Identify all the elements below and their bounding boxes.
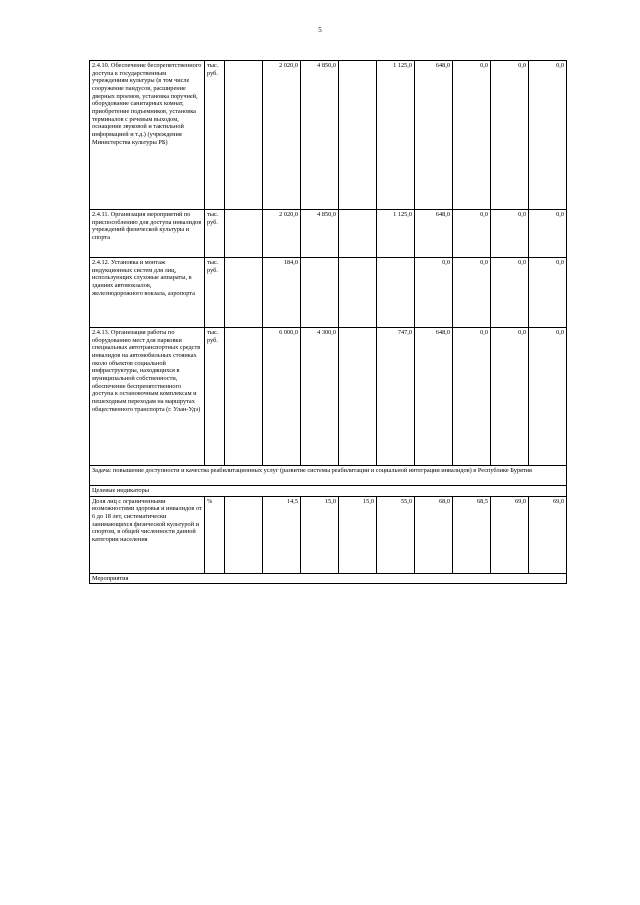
value-cell: 0,0 xyxy=(491,61,529,210)
value-cell xyxy=(377,258,415,328)
unit-cell: тыс. руб. xyxy=(205,61,225,210)
value-cell: 0,0 xyxy=(491,328,529,466)
value-cell: 4 300,0 xyxy=(301,328,339,466)
value-cell xyxy=(339,61,377,210)
section-heading-measures: Мероприятия xyxy=(90,573,567,584)
task-heading: Задача: повышение доступности и качества реабилитационных услуг (развитие системы реабилитации и социальной интеграции инвалидов) в Республике Бурятия xyxy=(90,466,567,486)
value-cell: 0,0 xyxy=(491,210,529,258)
value-cell: 2 020,0 xyxy=(263,61,301,210)
unit-cell: % xyxy=(205,496,225,573)
unit-cell: тыс. руб. xyxy=(205,258,225,328)
value-cell xyxy=(225,61,263,210)
section-row xyxy=(90,573,567,584)
activity-description: 2.4.11. Организация мероприятий по приспособлению для доступа инвалидов учреждений физической культуры и спорта xyxy=(90,210,205,258)
value-cell xyxy=(225,496,263,573)
activity-description: 2.4.10. Обеспечение беспрепятственного доступа к государственным учреждениям культуры (в том числе сооружение пандусов, расширение дверных проемов, установка поручней, оборудование санитарных комнат, приобретение подъемников, установка терминалов с речевым выходом, оснащение звуковой и тактильной информацией и т.д.) (учреждения Министерства культуры РБ) xyxy=(90,61,205,210)
page-number: 5 xyxy=(318,26,322,34)
value-cell xyxy=(301,258,339,328)
value-cell: 0,0 xyxy=(453,61,491,210)
value-cell: 4 850,0 xyxy=(301,210,339,258)
value-cell: 4 850,0 xyxy=(301,61,339,210)
value-cell xyxy=(225,210,263,258)
activity-description: 2.4.13. Организация работы по оборудованию мест для парковки специальных автотранспортных средств инвалидов на автомобильных стоянках около объектов социальной инфраструктуры, находящихся в муниципальной собственности, обеспечение беспрепятственного доступа к остановочным комплексам и пешеходным переходам на маршрутах общественного транспорта (г. Улан-Удэ) xyxy=(90,328,205,466)
task-row xyxy=(90,466,567,486)
activity-description: 2.4.12. Установка и монтаж индукционных систем для лиц, использующих слуховые аппараты, в зданиях автовокзалов, железнодорожного вокзала, аэропорта xyxy=(90,258,205,328)
value-cell: 648,0 xyxy=(415,328,453,466)
table-row xyxy=(90,328,567,466)
section-row xyxy=(90,486,567,497)
table-row xyxy=(90,61,567,210)
value-cell: 55,0 xyxy=(377,496,415,573)
value-cell xyxy=(339,210,377,258)
table-row xyxy=(90,210,567,258)
value-cell xyxy=(339,328,377,466)
unit-cell: тыс. руб. xyxy=(205,210,225,258)
value-cell: 184,0 xyxy=(263,258,301,328)
value-cell: 0,0 xyxy=(453,258,491,328)
value-cell: 747,0 xyxy=(377,328,415,466)
value-cell: 69,0 xyxy=(529,496,567,573)
value-cell: 15,0 xyxy=(301,496,339,573)
value-cell: 15,0 xyxy=(339,496,377,573)
value-cell: 0,0 xyxy=(453,210,491,258)
indicator-description: Доля лиц с ограниченными возможностями здоровья и инвалидов от 6 до 18 лет, систематически занимающихся физической культурой и спортом, в общей численности данной категории населения xyxy=(90,496,205,573)
value-cell: 0,0 xyxy=(529,258,567,328)
value-cell: 2 020,0 xyxy=(263,210,301,258)
table-row xyxy=(90,258,567,328)
value-cell: 0,0 xyxy=(529,328,567,466)
value-cell: 1 125,0 xyxy=(377,210,415,258)
value-cell: 648,0 xyxy=(415,210,453,258)
value-cell: 0,0 xyxy=(529,61,567,210)
value-cell xyxy=(339,258,377,328)
table-row xyxy=(90,496,567,573)
value-cell: 68,5 xyxy=(453,496,491,573)
value-cell: 0,0 xyxy=(415,258,453,328)
value-cell: 1 125,0 xyxy=(377,61,415,210)
value-cell xyxy=(225,328,263,466)
value-cell: 69,0 xyxy=(491,496,529,573)
unit-cell: тыс. руб. xyxy=(205,328,225,466)
value-cell: 648,0 xyxy=(415,61,453,210)
value-cell: 6 000,0 xyxy=(263,328,301,466)
value-cell: 0,0 xyxy=(491,258,529,328)
value-cell xyxy=(225,258,263,328)
value-cell: 68,0 xyxy=(415,496,453,573)
section-heading-indicators: Целевые индикаторы xyxy=(90,486,567,497)
value-cell: 0,0 xyxy=(453,328,491,466)
program-table xyxy=(89,60,567,584)
value-cell: 0,0 xyxy=(529,210,567,258)
value-cell: 14,5 xyxy=(263,496,301,573)
